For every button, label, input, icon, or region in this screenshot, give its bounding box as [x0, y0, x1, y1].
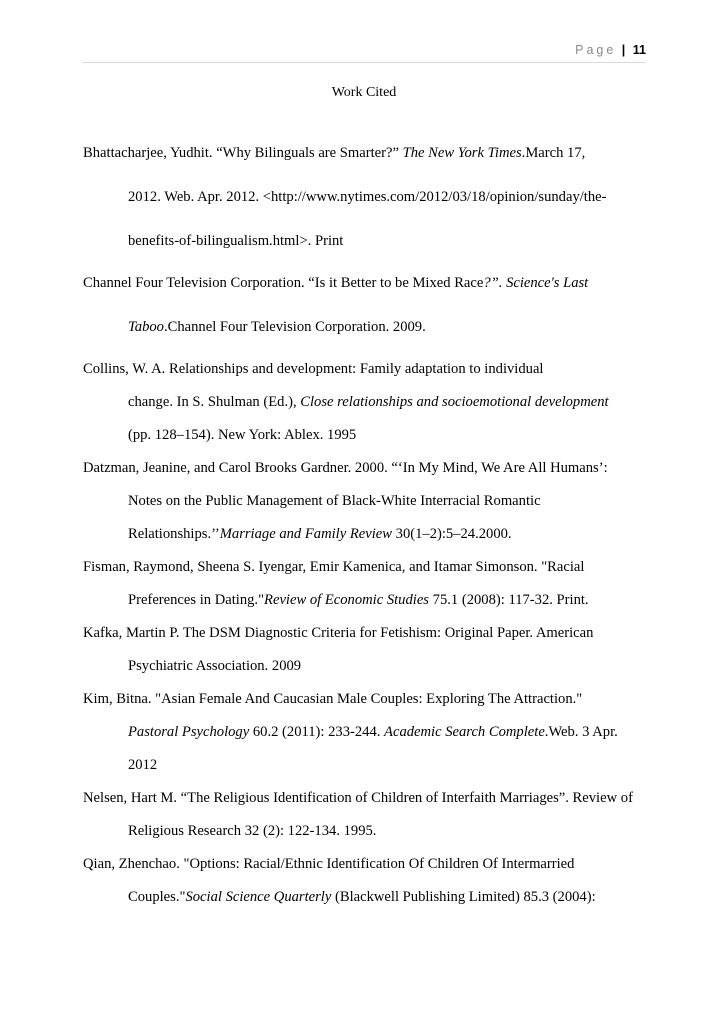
reference-entry	[83, 558, 653, 609]
italic-title-segment: Close relationships and socioemotional development	[300, 394, 609, 410]
reference-entry	[83, 855, 653, 906]
italic-title-segment: Taboo	[128, 319, 164, 335]
page-header	[82, 40, 646, 60]
reference-first-line	[83, 274, 653, 292]
text-segment: 75.1 (2008): 117-32. Print.	[429, 592, 589, 608]
reference-continuation-line	[83, 393, 653, 411]
text-segment: Nelsen, Hart M. “The Religious Identification of Children of Interfaith Marriages”. Review of	[83, 790, 633, 806]
text-segment: 2012	[128, 757, 158, 773]
reference-first-line	[83, 690, 653, 708]
reference-first-line	[83, 855, 653, 873]
italic-title-segment: Social Science Quarterly	[185, 889, 332, 905]
reference-continuation-line	[83, 525, 653, 543]
reference-continuation-line	[83, 756, 653, 774]
text-segment: Kim, Bitna. "Asian Female And Caucasian Male Couples: Exploring The Attraction."	[83, 691, 583, 707]
reference-list	[83, 144, 653, 921]
italic-title-segment: The New York Times	[402, 145, 522, 161]
reference-first-line	[83, 459, 653, 477]
text-segment: Religious Research 32 (2): 122-134. 1995.	[128, 823, 377, 839]
page-separator: |	[621, 43, 626, 57]
reference-continuation-line	[83, 888, 653, 906]
text-segment: .March 17,	[521, 145, 586, 161]
header-divider	[82, 62, 646, 63]
reference-first-line	[83, 360, 653, 378]
reference-entry	[83, 459, 653, 543]
reference-continuation-line	[83, 657, 653, 675]
italic-title-segment: Pastoral Psychology	[128, 724, 250, 740]
text-segment: Channel Four Television Corporation. “Is it Better to be Mixed Race	[83, 275, 484, 291]
text-segment: .Channel Four Television Corporation. 2009.	[163, 319, 426, 335]
reference-continuation-line	[83, 492, 653, 510]
text-segment: .Web. 3 Apr.	[544, 724, 618, 740]
page-label: Page	[575, 43, 617, 57]
reference-first-line	[83, 144, 653, 162]
reference-continuation-line	[83, 723, 653, 741]
reference-continuation-line	[83, 232, 653, 250]
text-segment: Preferences in Dating."	[128, 592, 265, 608]
page-title: Work Cited	[331, 85, 397, 100]
reference-continuation-line	[83, 318, 653, 336]
reference-first-line	[83, 624, 653, 642]
reference-entry	[83, 690, 653, 774]
text-segment: change. In S. Shulman (Ed.),	[128, 394, 301, 410]
reference-continuation-line	[83, 822, 653, 840]
reference-entry	[83, 144, 653, 250]
text-segment: 30(1–2):5–24.2000.	[392, 526, 512, 542]
page-number: 11	[632, 43, 646, 57]
italic-title-segment: ?”. Science's Last	[483, 275, 589, 291]
text-segment: Datzman, Jeanine, and Carol Brooks Gardner. 2000. “‘In My Mind, We Are All Humans’:	[83, 460, 608, 476]
text-segment: 2012. Web. Apr. 2012. <http://www.nytimes.com/2012/03/18/opinion/sunday/the-	[128, 189, 607, 205]
reference-entry	[83, 274, 653, 336]
reference-continuation-line	[83, 188, 653, 206]
text-segment: Qian, Zhenchao. "Options: Racial/Ethnic Identification Of Children Of Intermarried	[83, 856, 575, 872]
text-segment: (pp. 128–154). New York: Ablex. 1995	[128, 427, 357, 443]
reference-first-line	[83, 558, 653, 576]
reference-continuation-line	[83, 591, 653, 609]
italic-title-segment: Marriage and Family Review	[219, 526, 392, 542]
text-segment: Relationships.’’	[128, 526, 220, 542]
text-segment: Psychiatric Association. 2009	[128, 658, 302, 674]
text-segment: Bhattacharjee, Yudhit. “Why Bilinguals are Smarter?”	[83, 145, 403, 161]
reference-entry	[83, 789, 653, 840]
text-segment: Kafka, Martin P. The DSM Diagnostic Criteria for Fetishism: Original Paper. American	[83, 625, 594, 641]
italic-title-segment: Academic Search Complete	[384, 724, 545, 740]
text-segment: benefits-of-bilingualism.html>. Print	[128, 233, 344, 249]
reference-first-line	[83, 789, 653, 807]
text-segment: Collins, W. A. Relationships and development: Family adaptation to individual	[83, 361, 544, 377]
italic-title-segment: Review of Economic Studies	[264, 592, 429, 608]
reference-entry	[83, 624, 653, 675]
reference-entry	[83, 360, 653, 444]
text-segment: 60.2 (2011): 233-244.	[249, 724, 385, 740]
text-segment: Fisman, Raymond, Sheena S. Iyengar, Emir Kamenica, and Itamar Simonson. "Racial	[83, 559, 585, 575]
text-segment: (Blackwell Publishing Limited) 85.3 (2004):	[331, 889, 596, 905]
reference-continuation-line	[83, 426, 653, 444]
text-segment: Notes on the Public Management of Black-White Interracial Romantic	[128, 493, 541, 509]
text-segment: Couples."	[128, 889, 186, 905]
